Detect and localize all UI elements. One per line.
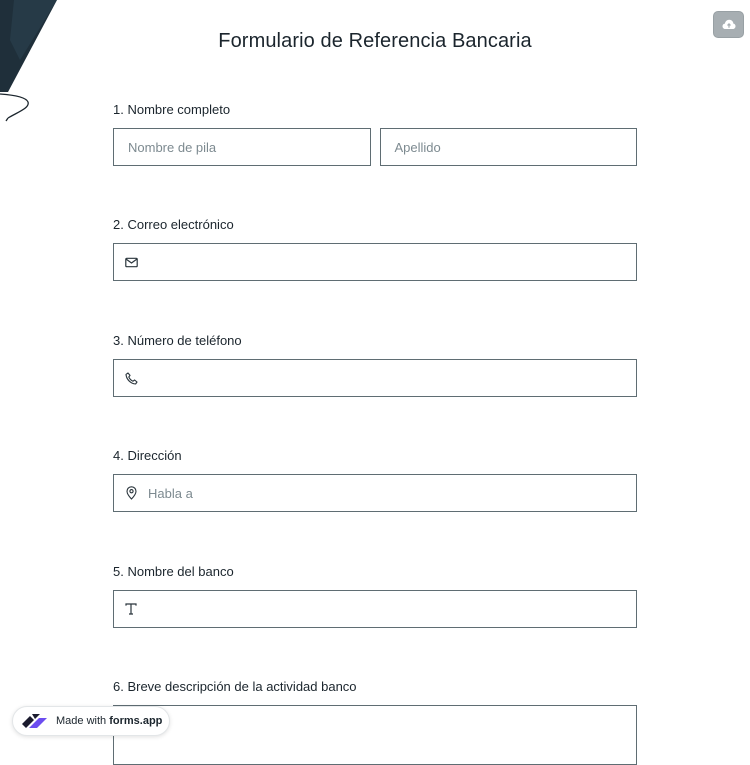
first-name-placeholder: Nombre de pila	[128, 139, 217, 155]
question-label: 4. Dirección	[113, 448, 182, 463]
last-name-placeholder: Apellido	[394, 139, 441, 155]
question-bank-activity	[113, 678, 637, 765]
form-title: Formulario de Referencia Bancaria	[218, 30, 532, 52]
bank-name-input[interactable]	[113, 590, 637, 628]
question-phone	[113, 332, 637, 397]
question-label: 3. Número de teléfono	[113, 333, 242, 348]
cloud-upload-icon	[722, 19, 736, 30]
question-label: 6. Breve descripción de la actividad banco	[113, 679, 357, 694]
phone-icon	[124, 371, 138, 385]
question-label: 2. Correo electrónico	[113, 217, 234, 232]
question-label: 5. Nombre del banco	[113, 564, 234, 579]
forms-app-logo-icon	[20, 710, 50, 732]
location-pin-icon	[124, 486, 138, 500]
email-input[interactable]	[113, 243, 637, 281]
text-type-icon	[124, 602, 138, 616]
address-input[interactable]	[113, 474, 637, 512]
question-email	[113, 216, 637, 281]
corner-decoration	[0, 0, 70, 125]
question-label: 1. Nombre completo	[113, 102, 231, 117]
address-placeholder: Habla a	[148, 485, 193, 501]
badge-prefix: Made with	[56, 715, 110, 727]
bank-activity-textarea[interactable]	[113, 705, 637, 765]
badge-brand: forms.app	[109, 715, 163, 727]
question-bank-name	[113, 563, 637, 628]
phone-input[interactable]	[113, 359, 637, 397]
last-name-input[interactable]	[380, 128, 638, 166]
question-address	[113, 447, 637, 512]
mail-icon	[124, 255, 138, 269]
made-with-forms-app-badge[interactable]	[12, 706, 170, 736]
question-full-name	[113, 101, 637, 166]
first-name-input[interactable]	[113, 128, 371, 166]
